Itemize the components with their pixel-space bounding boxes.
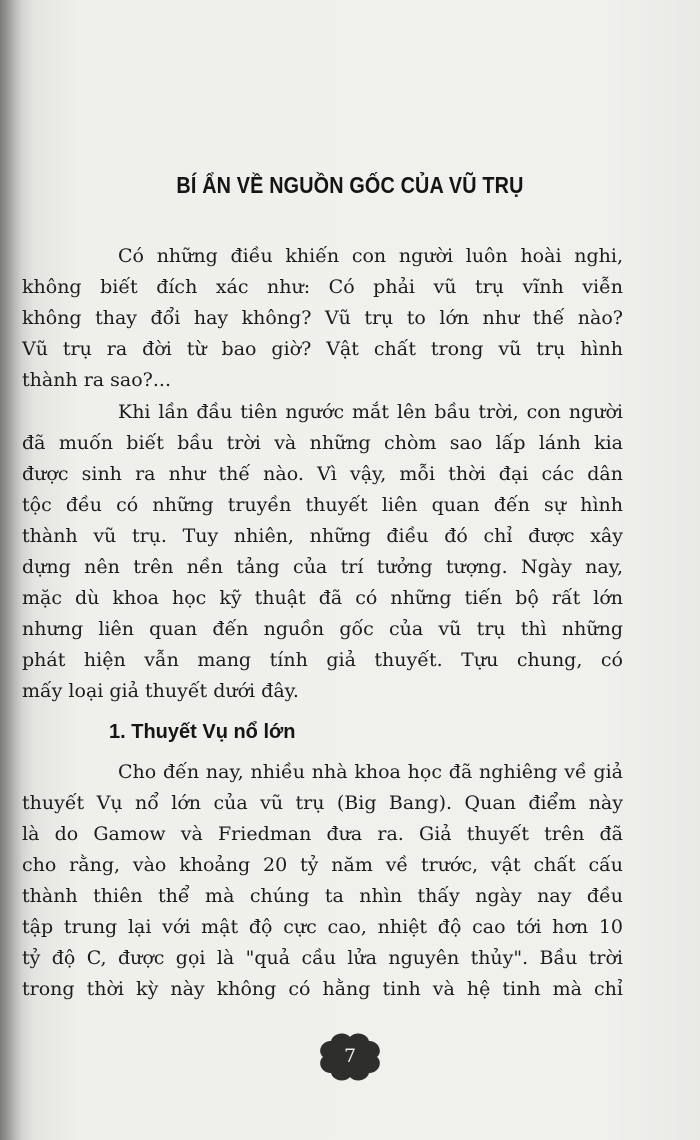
paragraph-line: đã muốn biết bầu trời và những chòm sao lấp lánh kia — [22, 432, 623, 454]
spine-shadow — [0, 0, 22, 1140]
paragraph-2 — [22, 397, 623, 707]
page-number: 7 — [343, 1045, 357, 1067]
paragraph-line: mấy loại giả thuyết dưới đây. — [22, 680, 299, 702]
paragraph-line: không biết đích xác như: Có phải vũ trụ vĩnh viễn — [22, 276, 623, 298]
paragraph-line: Có những điều khiến con người luôn hoài nghi, — [118, 245, 623, 267]
paragraph-line: thành ra sao?... — [22, 369, 171, 391]
paragraph-line: nhưng liên quan đến nguồn gốc của vũ trụ thì những — [22, 618, 623, 640]
paragraph-line: thành thiên thể mà chúng ta nhìn thấy ngày nay đều — [22, 885, 623, 907]
paragraph-1 — [22, 241, 623, 396]
paragraph-line: Vũ trụ ra đời từ bao giờ? Vật chất trong vũ trụ hình — [22, 338, 623, 360]
paragraph-line: trong thời kỳ này không có hằng tinh và hệ tinh mà chỉ — [22, 978, 623, 1000]
paragraph-line: tộc đều có những truyền thuyết liên quan đến sự hình — [22, 494, 623, 516]
paragraph-line: cho rằng, vào khoảng 20 tỷ năm về trước, vật chất cấu — [22, 854, 623, 876]
paragraph-line: thành vũ trụ. Tuy nhiên, những điều đó chỉ được xây — [22, 525, 623, 547]
page-number-badge — [319, 1032, 381, 1082]
paragraph-line: phát hiện vẫn mang tính giả thuyết. Tựu chung, có — [22, 649, 623, 671]
paragraph-3 — [22, 757, 623, 1005]
paragraph-line: tập trung lại với mật độ cực cao, nhiệt độ cao tới hơn 10 — [22, 916, 623, 938]
paragraph-line: Cho đến nay, nhiều nhà khoa học đã nghiêng về giả — [118, 761, 623, 783]
page-title: BÍ ẨN VỀ NGUỒN GỐC CỦA VŨ TRỤ — [176, 172, 524, 198]
paragraph-line: dựng nên trên nền tảng của trí tưởng tượng. Ngày nay, — [22, 556, 623, 578]
paragraph-line: không thay đổi hay không? Vũ trụ to lớn như thế nào? — [22, 307, 623, 329]
section-heading: 1. Thuyết Vụ nổ lớn — [109, 721, 296, 743]
paragraph-line: là do Gamow và Friedman đưa ra. Giả thuyết trên đã — [22, 823, 623, 845]
paragraph-line: tỷ độ C, được gọi là "quả cầu lửa nguyên thủy". Bầu trời — [22, 947, 623, 969]
paragraph-line: được sinh ra như thế nào. Vì vậy, mỗi thời đại các dân — [22, 463, 623, 485]
paragraph-line: Khi lần đầu tiên ngước mắt lên bầu trời, con người — [118, 401, 623, 423]
paragraph-line: mặc dù khoa học kỹ thuật đã có những tiến bộ rất lớn — [22, 587, 623, 609]
paragraph-line: thuyết Vụ nổ lớn của vũ trụ (Big Bang). Quan điểm này — [22, 792, 623, 814]
